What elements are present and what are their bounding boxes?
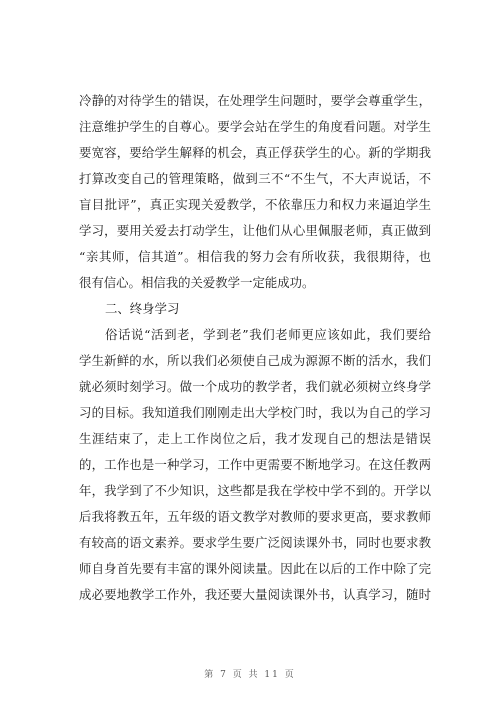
page-number: 第 7 页 共 11 页 (204, 670, 296, 680)
text-line: 学习，要用关爱去打动学生，让他们从心里佩服老师，真正做到 (79, 223, 431, 238)
text-line: 师自身首先要有丰富的课外阅读量。因此在以后的工作中除了完 (79, 561, 431, 576)
section-heading: 二、终身学习 (105, 301, 180, 316)
body-text (79, 88, 431, 608)
text-line: 习的目标。我知道我们刚刚走出大学校门时，我以为自己的学习 (79, 405, 431, 420)
text-line: “亲其师，信其道”。相信我的努力会有所收获，我很期待，也 (79, 249, 431, 264)
text-line: 俗话说“活到老，学到老”我们老师更应该如此，我们要给 (105, 327, 431, 342)
text-line: 冷静的对待学生的错误，在处理学生问题时，要学会尊重学生， (79, 93, 431, 108)
text-line: 后我将教五年，五年级的语文教学对教师的要求更高，要求教师 (79, 509, 431, 524)
text-line: 要宽容，要给学生解释的机会，真正俘获学生的心。新的学期我 (79, 145, 431, 160)
text-line: 生涯结束了，走上工作岗位之后，我才发现自己的想法是错误 (79, 431, 431, 446)
text-line: 就必须时刻学习。做一个成功的教学者，我们就必须树立终身学 (79, 379, 431, 394)
text-line: 有较高的语文素养。要求学生要广泛阅读课外书，同时也要求教 (79, 535, 431, 550)
text-line: 很有信心。相信我的关爱教学一定能成功。 (79, 275, 315, 290)
text-line: 的，工作也是一种学习，工作中更需要不断地学习。在这任教两 (79, 457, 431, 472)
text-line: 盲目批评”，真正实现关爱教学，不依靠压力和权力来逼迫学生 (79, 197, 431, 212)
text-line: 打算改变自己的管理策略，做到三不“不生气，不大声说话，不 (79, 171, 431, 186)
text-line: 年，我学到了不少知识，这些都是我在学校中学不到的。开学以 (79, 483, 431, 498)
text-line: 成必要地教学工作外，我还要大量阅读课外书，认真学习，随时 (79, 587, 431, 602)
text-line: 注意维护学生的自尊心。要学会站在学生的角度看问题。对学生 (79, 119, 431, 134)
text-line: 学生新鲜的水，所以我们必须使自己成为源源不断的活水，我们 (79, 353, 431, 368)
